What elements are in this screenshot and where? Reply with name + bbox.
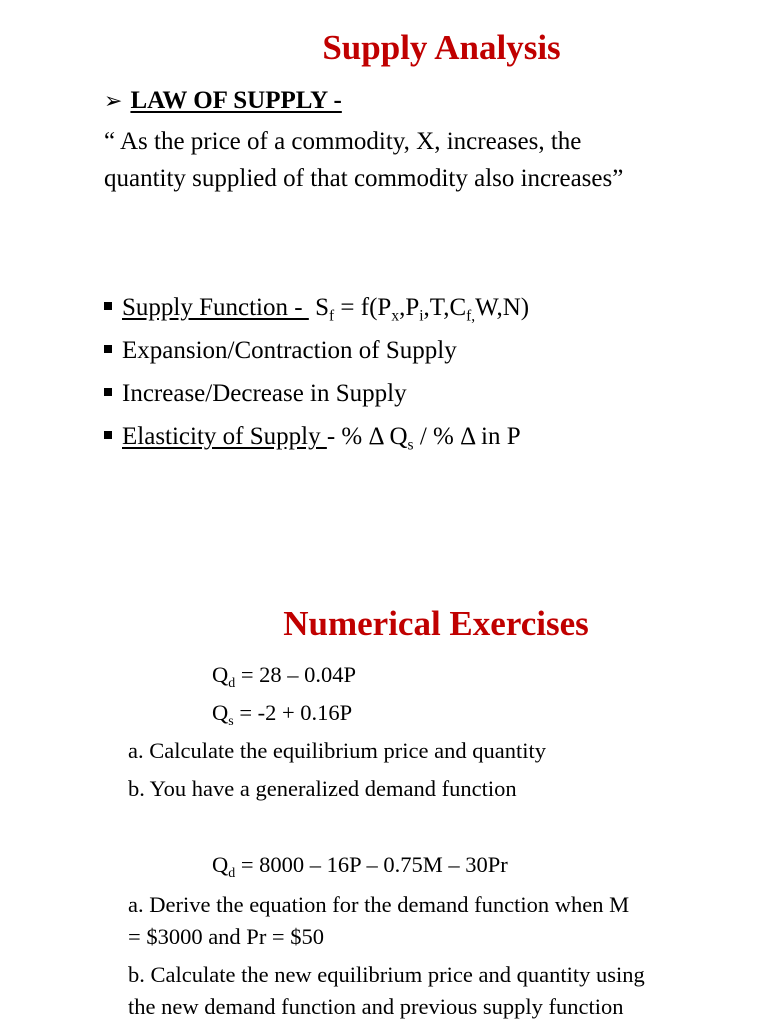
exercise1-question-a: a. Calculate the equilibrium price and quantity — [128, 738, 546, 763]
law-quote-line2: quantity supplied of that commodity also increases” — [104, 165, 624, 192]
formula-part: Q — [212, 662, 229, 687]
formula-part: = -2 + 0.16P — [233, 700, 353, 725]
increase-label: Increase/Decrease in Supply — [122, 380, 407, 407]
formula-part: = f(P — [334, 294, 392, 321]
formula-part: = 8000 – 16P – 0.75M – 30Pr — [235, 852, 508, 877]
formula-subscript: x — [391, 307, 400, 325]
section-title: Numerical Exercises — [283, 604, 589, 643]
expansion-item — [104, 333, 457, 369]
supply-function-label: Supply Function - — [122, 294, 309, 321]
formula-subscript: s — [407, 436, 414, 454]
law-quote-line1: “ As the price of a commodity, X, increases, the — [104, 128, 582, 155]
law-heading — [104, 83, 342, 120]
demand-equation — [212, 658, 356, 691]
elasticity-label: Elasticity of Supply — [122, 423, 327, 450]
formula-part: Q — [212, 700, 229, 725]
elasticity-item — [104, 419, 521, 455]
expansion-label: Expansion/Contraction of Supply — [122, 337, 457, 364]
supply-function-item — [104, 290, 529, 326]
formula-subscript: f, — [466, 307, 476, 325]
exercise2-question-b-line1: b. Calculate the new equilibrium price and quantity using — [128, 962, 645, 987]
square-bullet-icon — [104, 345, 112, 353]
exercise1-question-b: b. You have a generalized demand function — [128, 776, 517, 801]
formula-subscript: d — [228, 865, 236, 881]
exercise2-question-b-line2: the new demand function and previous supply function — [128, 994, 624, 1019]
formula-part: / % Δ in P — [413, 423, 521, 450]
formula-part: S — [315, 294, 329, 321]
exercise2-question-a-line2: = $3000 and Pr = $50 — [128, 924, 324, 949]
formula-subscript: i — [419, 307, 424, 325]
formula-part: ,T,C — [423, 294, 467, 321]
generalized-demand-equation — [212, 848, 508, 881]
page-title: Supply Analysis — [322, 28, 561, 67]
formula-subscript: d — [228, 675, 236, 691]
formula-subscript: f — [328, 307, 335, 325]
formula-part: = 28 – 0.04P — [235, 662, 357, 687]
law-label: LAW OF SUPPLY - — [130, 87, 342, 114]
increase-item — [104, 376, 407, 412]
formula-subscript: s — [228, 713, 234, 729]
formula-part: W,N) — [475, 294, 530, 321]
arrow-bullet-icon: ➢ — [104, 89, 123, 114]
formula-part: Q — [212, 852, 229, 877]
square-bullet-icon — [104, 431, 112, 439]
formula-part: - % Δ Q — [326, 423, 408, 450]
square-bullet-icon — [104, 302, 112, 310]
formula-part: ,P — [399, 294, 420, 321]
exercise2-question-a-line1: a. Derive the equation for the demand function when M — [128, 892, 630, 917]
square-bullet-icon — [104, 388, 112, 396]
supply-equation — [212, 696, 352, 729]
